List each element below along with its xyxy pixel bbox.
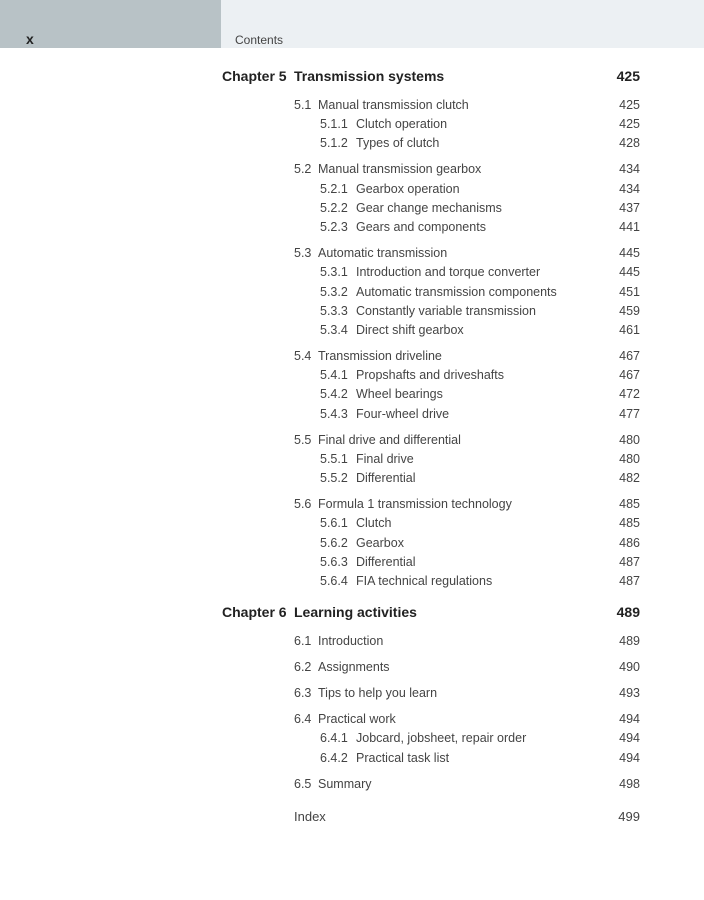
section-number: 6.4	[294, 712, 312, 726]
subsection-title: Practical task list	[356, 751, 450, 765]
section-number: 6.2	[294, 660, 312, 674]
page-number: x	[26, 31, 34, 47]
subsection-page: 434	[619, 182, 640, 196]
section-number: 6.3	[294, 686, 312, 700]
subsection-number: 6.4.2	[320, 751, 348, 765]
subsection-title: Final drive	[356, 452, 414, 466]
toc-subsection[interactable]	[0, 731, 704, 749]
subsection-number: 5.4.1	[320, 368, 348, 382]
subsection-number: 5.4.3	[320, 407, 348, 421]
section-page: 490	[619, 660, 640, 674]
section-page: 480	[619, 433, 640, 447]
toc-section[interactable]	[0, 433, 704, 451]
toc-index[interactable]	[0, 809, 704, 827]
subsection-title: Jobcard, jobsheet, repair order	[356, 731, 527, 745]
subsection-title: Differential	[356, 555, 416, 569]
toc-subsection[interactable]	[0, 201, 704, 219]
subsection-number: 5.5.1	[320, 452, 348, 466]
section-title: Formula 1 transmission technology	[318, 497, 512, 511]
subsection-page: 480	[619, 452, 640, 466]
toc-subsection[interactable]	[0, 220, 704, 238]
section-title: Summary	[318, 777, 372, 791]
section-number: 6.1	[294, 634, 312, 648]
section-number: 5.1	[294, 98, 312, 112]
subsection-title: Clutch operation	[356, 117, 448, 131]
subsection-page: 477	[619, 407, 640, 421]
toc-subsection[interactable]	[0, 136, 704, 154]
subsection-title: Wheel bearings	[356, 387, 443, 401]
subsection-number: 6.4.1	[320, 731, 348, 745]
section-title: Manual transmission gearbox	[318, 162, 482, 176]
subsection-page: 441	[619, 220, 640, 234]
subsection-page: 459	[619, 304, 640, 318]
section-page: 467	[619, 349, 640, 363]
subsection-title: Gears and components	[356, 220, 486, 234]
section-number: 5.6	[294, 497, 312, 511]
subsection-title: Propshafts and driveshafts	[356, 368, 504, 382]
subsection-title: Four-wheel drive	[356, 407, 450, 421]
subsection-title: Differential	[356, 471, 416, 485]
subsection-page: 461	[619, 323, 640, 337]
subsection-title: Types of clutch	[356, 136, 440, 150]
subsection-number: 5.2.3	[320, 220, 348, 234]
chapter-title: Learning activities	[294, 604, 417, 620]
section-title: Automatic transmission	[318, 246, 448, 260]
subsection-title: Clutch	[356, 516, 392, 530]
subsection-page: 487	[619, 574, 640, 588]
chapter-title: Transmission systems	[294, 68, 445, 84]
toc-subsection[interactable]	[0, 323, 704, 341]
subsection-page: 472	[619, 387, 640, 401]
subsection-number: 5.2.1	[320, 182, 348, 196]
toc-subsection[interactable]	[0, 574, 704, 592]
subsection-number: 5.4.2	[320, 387, 348, 401]
subsection-title: Automatic transmission components	[356, 285, 557, 299]
toc-subsection[interactable]	[0, 285, 704, 303]
subsection-number: 5.3.2	[320, 285, 348, 299]
subsection-page: 428	[619, 136, 640, 150]
subsection-page: 487	[619, 555, 640, 569]
subsection-title: Gearbox	[356, 536, 404, 550]
subsection-title: Constantly variable transmission	[356, 304, 536, 318]
chapter-label: Chapter 5	[222, 68, 287, 84]
section-page: 485	[619, 497, 640, 511]
subsection-page: 437	[619, 201, 640, 215]
subsection-number: 5.5.2	[320, 471, 348, 485]
running-head: Contents	[235, 33, 284, 47]
toc-subsection[interactable]	[0, 265, 704, 283]
section-title: Assignments	[318, 660, 390, 674]
section-number: 5.4	[294, 349, 312, 363]
toc-section[interactable]	[0, 660, 704, 678]
toc-subsection[interactable]	[0, 304, 704, 322]
subsection-number: 5.3.1	[320, 265, 348, 279]
index-page: 499	[618, 809, 640, 824]
toc-subsection[interactable]	[0, 368, 704, 386]
section-number: 6.5	[294, 777, 312, 791]
chapter-label: Chapter 6	[222, 604, 287, 620]
subsection-title: Introduction and torque converter	[356, 265, 541, 279]
subsection-title: Direct shift gearbox	[356, 323, 464, 337]
subsection-page: 451	[619, 285, 640, 299]
subsection-title: FIA technical regulations	[356, 574, 493, 588]
section-page: 489	[619, 634, 640, 648]
chapter-page: 425	[616, 68, 640, 84]
section-number: 5.5	[294, 433, 312, 447]
index-title: Index	[294, 809, 326, 824]
subsection-page: 445	[619, 265, 640, 279]
chapter-page: 489	[616, 604, 640, 620]
section-title: Introduction	[318, 634, 384, 648]
toc-section[interactable]	[0, 162, 704, 180]
section-page: 493	[619, 686, 640, 700]
toc-section[interactable]	[0, 686, 704, 704]
toc-section[interactable]	[0, 777, 704, 795]
toc-subsection[interactable]	[0, 516, 704, 534]
section-page: 434	[619, 162, 640, 176]
section-title: Transmission driveline	[318, 349, 442, 363]
section-title: Tips to help you learn	[318, 686, 438, 700]
toc-section[interactable]	[0, 349, 704, 367]
subsection-number: 5.6.4	[320, 574, 348, 588]
subsection-number: 5.1.2	[320, 136, 348, 150]
header-right-band	[221, 0, 704, 48]
toc-section[interactable]	[0, 634, 704, 652]
subsection-number: 5.6.2	[320, 536, 348, 550]
subsection-page: 467	[619, 368, 640, 382]
section-number: 5.3	[294, 246, 312, 260]
subsection-page: 494	[619, 731, 640, 745]
section-page: 425	[619, 98, 640, 112]
subsection-number: 5.3.3	[320, 304, 348, 318]
toc-subsection[interactable]	[0, 452, 704, 470]
section-title: Manual transmission clutch	[318, 98, 469, 112]
subsection-number: 5.3.4	[320, 323, 348, 337]
toc-section[interactable]	[0, 712, 704, 730]
section-number: 5.2	[294, 162, 312, 176]
toc-subsection[interactable]	[0, 555, 704, 573]
section-title: Final drive and differential	[318, 433, 461, 447]
subsection-number: 5.6.3	[320, 555, 348, 569]
subsection-page: 482	[619, 471, 640, 485]
toc-section[interactable]	[0, 246, 704, 264]
section-title: Practical work	[318, 712, 396, 726]
subsection-number: 5.6.1	[320, 516, 348, 530]
subsection-number: 5.1.1	[320, 117, 348, 131]
subsection-title: Gear change mechanisms	[356, 201, 502, 215]
subsection-title: Gearbox operation	[356, 182, 460, 196]
toc-subsection[interactable]	[0, 387, 704, 405]
toc-subsection[interactable]	[0, 182, 704, 200]
subsection-page: 486	[619, 536, 640, 550]
subsection-page: 485	[619, 516, 640, 530]
toc-subsection[interactable]	[0, 117, 704, 135]
toc-subsection[interactable]	[0, 751, 704, 769]
subsection-page: 494	[619, 751, 640, 765]
subsection-number: 5.2.2	[320, 201, 348, 215]
subsection-page: 425	[619, 117, 640, 131]
toc-section[interactable]	[0, 497, 704, 515]
toc-subsection[interactable]	[0, 536, 704, 554]
toc-section[interactable]	[0, 98, 704, 116]
toc-subsection[interactable]	[0, 471, 704, 489]
section-page: 445	[619, 246, 640, 260]
toc-subsection[interactable]	[0, 407, 704, 425]
section-page: 498	[619, 777, 640, 791]
chapter-heading[interactable]	[0, 68, 704, 86]
chapter-heading[interactable]	[0, 604, 704, 622]
section-page: 494	[619, 712, 640, 726]
